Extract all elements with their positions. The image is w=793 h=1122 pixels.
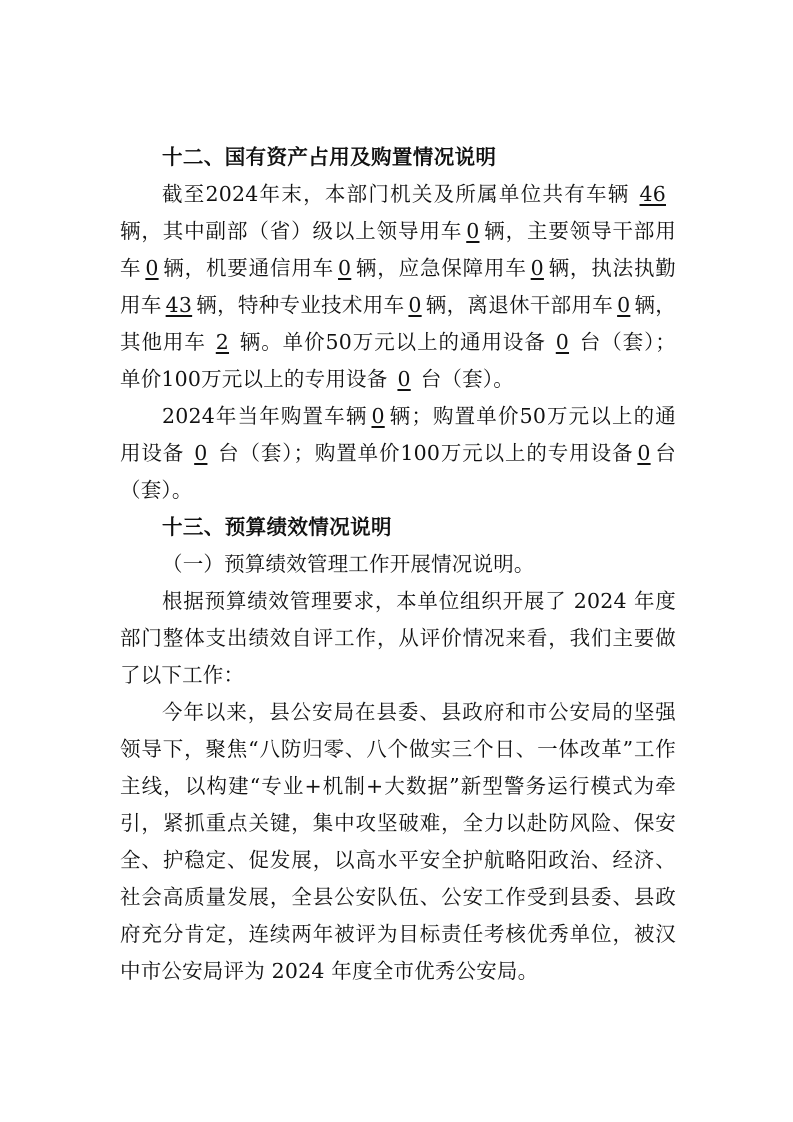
text: 2024年当年购置车辆 xyxy=(162,404,368,428)
purchased-special-value: 0 xyxy=(637,441,651,465)
section-12-heading: 十二、国有资产占用及购置情况说明 xyxy=(162,145,497,169)
section-13-paragraph-intro: 根据预算绩效管理要求，本单位组织开展了 2024 年度部门整体支出绩效自评工作，从评价情况来看，我们主要做了以下工作： xyxy=(120,589,676,687)
text: 辆，机要通信用车 xyxy=(162,256,335,280)
emergency-cars-value: 0 xyxy=(530,256,544,280)
section-13-paragraph-work: 今年以来，县公安局在县委、县政府和市公安局的坚强领导下，聚焦“八防归零、八个做实三个日、一体改革”工作主线，以构建“专业+机制+大数据”新型警务运行模式为牵引，紧抓重点关键，集中攻坚破难，全力以赴防风险、保安全、护稳定、促发展，以高水平安全护航略阳政治、经济、社会高质量发展，全县公安队伍、公安工作受到县委、县政府充分肯定，连续两年被评为目标责任考核优秀单位，被汉中市公安局评为 2024 年度全市优秀公安局。 xyxy=(120,700,676,983)
text: 辆，应急保障用车 xyxy=(355,256,527,280)
section-12-paragraph-purchases xyxy=(120,398,676,509)
text: 辆，其中副部（省）级以上领导用车 xyxy=(120,219,463,243)
section-13-subheading: （一）预算绩效管理工作开展情况说明。 xyxy=(162,552,535,576)
main-leader-cars-value: 0 xyxy=(145,256,159,280)
text: 辆，其他用车 xyxy=(120,293,676,354)
general-equipment-value: 0 xyxy=(555,330,570,354)
leader-cars-value: 0 xyxy=(466,219,480,243)
purchased-general-value: 0 xyxy=(194,441,208,465)
section-12-paragraph-vehicles xyxy=(120,176,676,398)
other-cars-value: 2 xyxy=(215,330,230,354)
text: 辆，离退休干部用车 xyxy=(425,293,614,317)
section-13-heading: 十三、预算绩效情况说明 xyxy=(162,515,392,539)
text: 截至2024年末，本部门机关及所属单位共有车辆 xyxy=(162,182,630,206)
text: 辆，执法执勤用车 xyxy=(120,256,676,317)
text: 台（套）；购置单价100万元以上的专用设备 xyxy=(217,441,634,465)
retired-cars-value: 0 xyxy=(617,293,631,317)
text: 辆，特种专业技术用车 xyxy=(196,293,405,317)
text: 辆，主要领导干部用车 xyxy=(120,219,676,280)
text: 台（套）。 xyxy=(420,367,514,391)
confidential-cars-value: 0 xyxy=(338,256,352,280)
purchased-vehicles-value: 0 xyxy=(371,404,385,428)
text: 台（套）；单价100万元以上的专用设备 xyxy=(120,330,676,391)
text: 辆。单价50万元以上的通用设备 xyxy=(239,330,546,354)
text: 台（套）。 xyxy=(120,441,677,502)
text: 辆；购置单价50万元以上的通用设备 xyxy=(120,404,676,465)
total-vehicles-value: 46 xyxy=(639,182,666,206)
special-equipment-value: 0 xyxy=(397,367,411,391)
special-cars-value: 0 xyxy=(408,293,422,317)
law-enforcement-cars-value: 43 xyxy=(165,293,193,317)
